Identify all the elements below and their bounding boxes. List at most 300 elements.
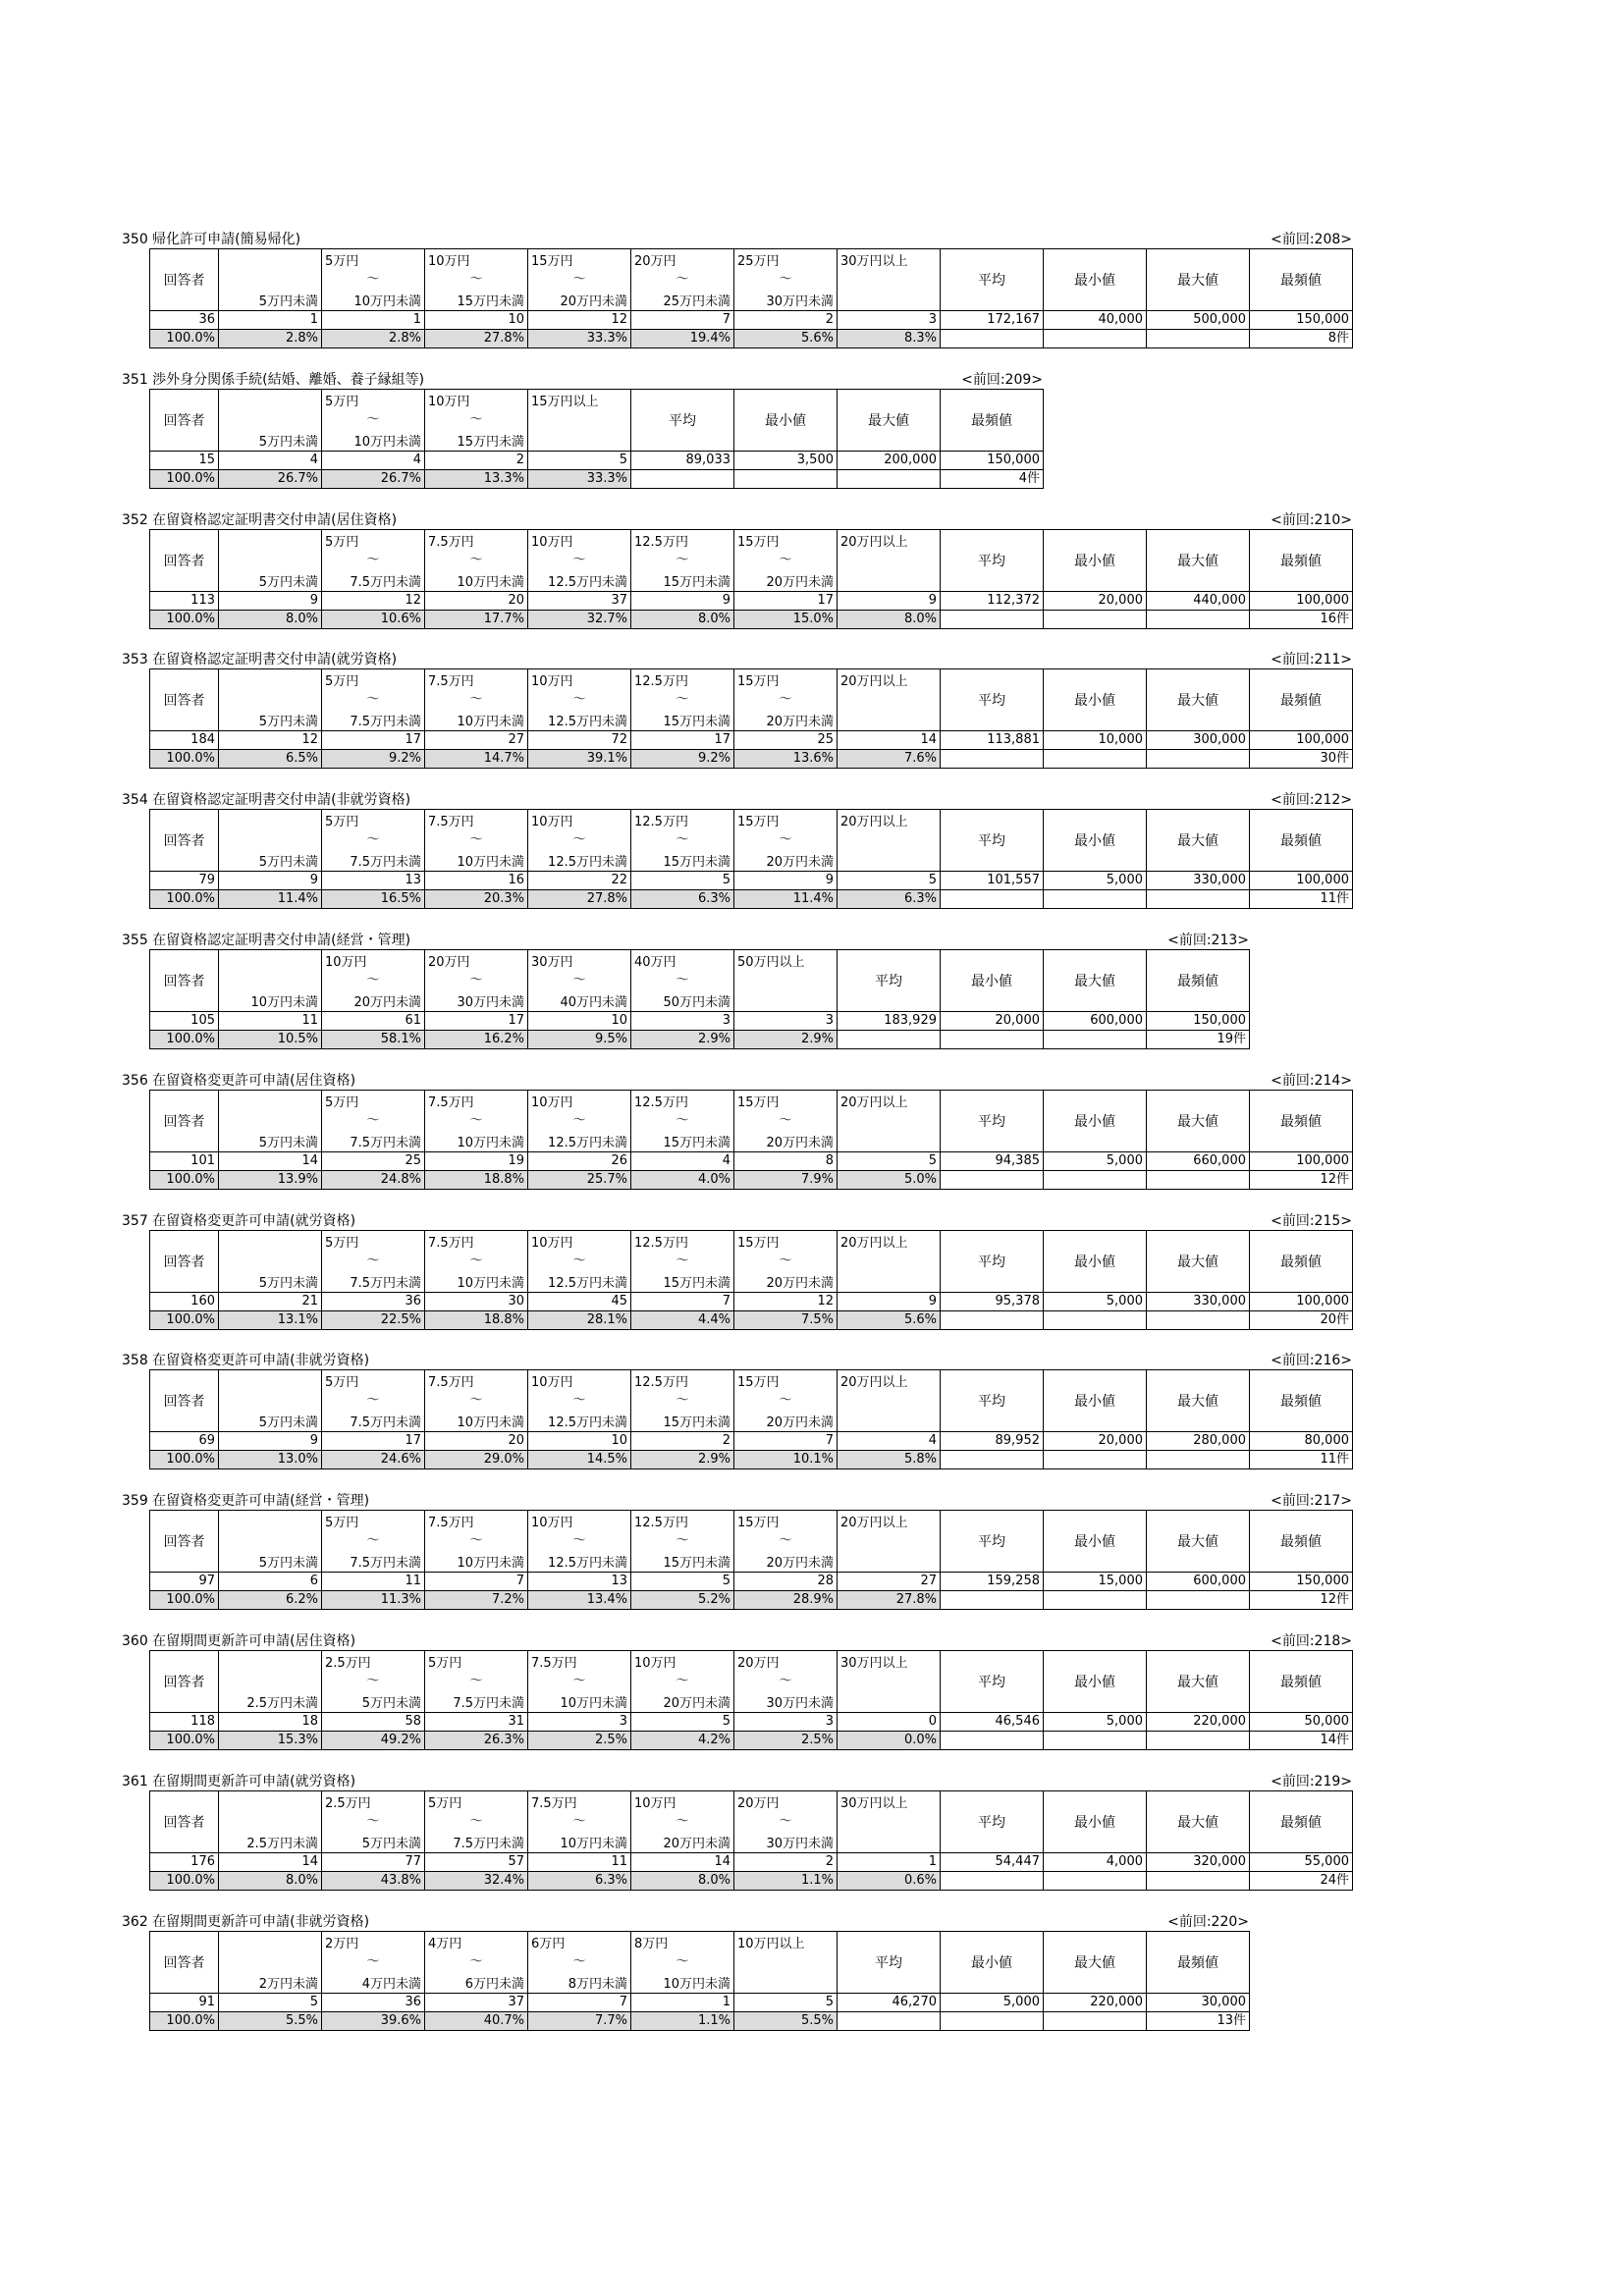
pct-cell: 2.5%: [734, 1731, 838, 1749]
max-header: 最大値: [1044, 949, 1147, 1011]
count-cell: 11: [528, 1852, 631, 1871]
total-pct: 100.0%: [150, 330, 219, 348]
pct-cell: 8.0%: [631, 1871, 734, 1890]
pct-cell: 27.8%: [528, 890, 631, 909]
count-cell: 14: [838, 731, 941, 750]
pct-cell: 16.2%: [425, 1030, 528, 1048]
count-cell: 36: [322, 1292, 425, 1310]
range-header: 5万円未満: [219, 1370, 322, 1432]
range-header: 12.5万円 〜 15万円未満: [631, 669, 734, 731]
min-value: 40,000: [1044, 311, 1147, 330]
price-table: [149, 1931, 1250, 2031]
min-value: 5,000: [1044, 1292, 1147, 1310]
price-table: [149, 529, 1353, 629]
blank-cell: [941, 1871, 1044, 1890]
count-cell: 12: [528, 311, 631, 330]
blank-cell: [941, 330, 1044, 348]
range-header: 10万円 〜 12.5万円未満: [528, 669, 631, 731]
previous-ref: <前回:210>: [1271, 511, 1352, 528]
section-title: 357 在留資格変更許可申請(就労資格): [122, 1212, 356, 1229]
range-header: 5万円 〜 7.5万円未満: [322, 529, 425, 591]
respondents-header: 回答者: [150, 949, 219, 1011]
mode-count: 14件: [1250, 1731, 1353, 1749]
mode-count: 16件: [1250, 610, 1353, 628]
mode-count: 4件: [941, 469, 1044, 488]
mode-header: 最頻値: [1250, 1370, 1353, 1432]
blank-cell: [1147, 330, 1250, 348]
section-header: [122, 232, 1359, 248]
pct-cell: 10.6%: [322, 610, 425, 628]
total-pct: 100.0%: [150, 1310, 219, 1329]
max-value: 660,000: [1147, 1151, 1250, 1170]
range-header: 7.5万円 〜 10万円未満: [425, 1511, 528, 1573]
count-cell: 16: [425, 872, 528, 890]
range-header: 5万円未満: [219, 249, 322, 311]
mode-value: 100,000: [1250, 1151, 1353, 1170]
count-cell: 14: [219, 1151, 322, 1170]
min-header: 最小値: [1044, 669, 1147, 731]
blank-cell: [1044, 610, 1147, 628]
range-header: 15万円 〜 20万円未満: [734, 529, 838, 591]
range-header: 15万円 〜 20万円未満: [734, 1090, 838, 1151]
count-cell: 5: [631, 1712, 734, 1731]
pct-cell: 58.1%: [322, 1030, 425, 1048]
pct-cell: 8.0%: [219, 1871, 322, 1890]
pct-cell: 11.3%: [322, 1591, 425, 1610]
report-sheet: [122, 232, 1359, 2054]
count-cell: 72: [528, 731, 631, 750]
total-pct: 100.0%: [150, 890, 219, 909]
range-header: 7.5万円 〜 10万円未満: [528, 1650, 631, 1712]
table-section: [122, 652, 1359, 769]
range-header: 5万円未満: [219, 389, 322, 451]
count-cell: 7: [425, 1573, 528, 1591]
respondents-header: 回答者: [150, 1090, 219, 1151]
pct-cell: 32.7%: [528, 610, 631, 628]
avg-header: 平均: [838, 949, 941, 1011]
pct-cell: 5.2%: [631, 1591, 734, 1610]
section-header: [122, 1493, 1359, 1510]
range-header: 20万円 〜 30万円未満: [425, 949, 528, 1011]
count-cell: 37: [528, 591, 631, 610]
blank-cell: [941, 750, 1044, 769]
range-header: 20万円以上: [838, 1090, 941, 1151]
max-header: 最大値: [1044, 1931, 1147, 1993]
mode-value: 50,000: [1250, 1712, 1353, 1731]
count-cell: 9: [219, 1432, 322, 1451]
respondents-header: 回答者: [150, 810, 219, 872]
count-cell: 3: [734, 1011, 838, 1030]
count-cell: 14: [219, 1852, 322, 1871]
blank-cell: [1044, 1310, 1147, 1329]
max-value: 600,000: [1044, 1011, 1147, 1030]
min-value: 5,000: [941, 1993, 1044, 2011]
pct-cell: 6.3%: [838, 890, 941, 909]
count-cell: 9: [631, 591, 734, 610]
table-section: [122, 1213, 1359, 1330]
range-header: 5万円 〜 10万円未満: [322, 249, 425, 311]
mode-header: 最頻値: [1250, 1511, 1353, 1573]
avg-header: 平均: [941, 1090, 1044, 1151]
min-value: 3,500: [734, 451, 838, 469]
pct-cell: 26.7%: [322, 469, 425, 488]
pct-cell: 20.3%: [425, 890, 528, 909]
count-cell: 19: [425, 1151, 528, 1170]
mode-value: 80,000: [1250, 1432, 1353, 1451]
pct-cell: 11.4%: [219, 890, 322, 909]
count-cell: 10: [425, 311, 528, 330]
table-section: [122, 1633, 1359, 1750]
blank-cell: [1147, 1591, 1250, 1610]
range-header: 40万円 〜 50万円未満: [631, 949, 734, 1011]
min-value: 4,000: [1044, 1852, 1147, 1871]
range-header: 7.5万円 〜 10万円未満: [425, 1230, 528, 1292]
count-cell: 5: [838, 1151, 941, 1170]
count-cell: 30: [425, 1292, 528, 1310]
max-value: 330,000: [1147, 1292, 1250, 1310]
range-header: 10万円 〜 12.5万円未満: [528, 1370, 631, 1432]
mode-header: 最頻値: [941, 389, 1044, 451]
range-header: 30万円以上: [838, 249, 941, 311]
min-value: 10,000: [1044, 731, 1147, 750]
range-header: 10万円 〜 12.5万円未満: [528, 529, 631, 591]
previous-ref: <前回:213>: [1167, 932, 1249, 948]
range-header: 50万円以上: [734, 949, 838, 1011]
count-cell: 27: [425, 731, 528, 750]
pct-cell: 27.8%: [425, 330, 528, 348]
price-table: [149, 1510, 1353, 1610]
pct-cell: 7.6%: [838, 750, 941, 769]
mode-value: 100,000: [1250, 872, 1353, 890]
pct-cell: 2.5%: [528, 1731, 631, 1749]
count-cell: 2: [425, 451, 528, 469]
range-header: 7.5万円 〜 10万円未満: [425, 1090, 528, 1151]
blank-cell: [941, 1731, 1044, 1749]
pct-cell: 8.0%: [838, 610, 941, 628]
previous-ref: <前回:208>: [1271, 232, 1352, 247]
pct-cell: 2.9%: [631, 1030, 734, 1048]
count-cell: 2: [734, 311, 838, 330]
section-title: 350 帰化許可申請(簡易帰化): [122, 232, 301, 247]
avg-header: 平均: [838, 1931, 941, 1993]
count-cell: 8: [734, 1151, 838, 1170]
range-header: 5万円未満: [219, 1511, 322, 1573]
count-cell: 77: [322, 1852, 425, 1871]
mode-value: 100,000: [1250, 731, 1353, 750]
total-pct: 100.0%: [150, 1030, 219, 1048]
section-header: [122, 1633, 1359, 1650]
respondents-header: 回答者: [150, 1650, 219, 1712]
pct-cell: 13.6%: [734, 750, 838, 769]
blank-cell: [1044, 1871, 1147, 1890]
mode-count: 24件: [1250, 1871, 1353, 1890]
count-cell: 5: [631, 872, 734, 890]
pct-cell: 4.0%: [631, 1170, 734, 1189]
pct-cell: 7.5%: [734, 1310, 838, 1329]
pct-cell: 13.9%: [219, 1170, 322, 1189]
mode-value: 55,000: [1250, 1852, 1353, 1871]
mode-count: 11件: [1250, 1451, 1353, 1469]
price-table: [149, 1230, 1353, 1330]
pct-cell: 13.1%: [219, 1310, 322, 1329]
blank-cell: [941, 1030, 1044, 1048]
blank-cell: [1147, 1310, 1250, 1329]
max-header: 最大値: [1147, 1370, 1250, 1432]
blank-cell: [1147, 610, 1250, 628]
count-cell: 4: [631, 1151, 734, 1170]
range-header: 15万円 〜 20万円未満: [734, 1370, 838, 1432]
avg-value: 101,557: [941, 872, 1044, 890]
count-cell: 7: [734, 1432, 838, 1451]
pct-cell: 1.1%: [734, 1871, 838, 1890]
avg-value: 183,929: [838, 1011, 941, 1030]
count-cell: 10: [528, 1432, 631, 1451]
blank-cell: [838, 1030, 941, 1048]
range-header: 10万円 〜 15万円未満: [425, 249, 528, 311]
pct-cell: 6.5%: [219, 750, 322, 769]
max-value: 200,000: [838, 451, 941, 469]
avg-value: 113,881: [941, 731, 1044, 750]
table-section: [122, 933, 1359, 1049]
pct-cell: 9.2%: [631, 750, 734, 769]
blank-cell: [1147, 890, 1250, 909]
avg-value: 94,385: [941, 1151, 1044, 1170]
range-header: 5万円未満: [219, 529, 322, 591]
range-header: 7.5万円 〜 10万円未満: [528, 1790, 631, 1852]
range-header: 5万円 〜 7.5万円未満: [322, 1230, 425, 1292]
max-header: 最大値: [838, 389, 941, 451]
pct-cell: 2.8%: [219, 330, 322, 348]
range-header: 15万円 〜 20万円未満: [528, 249, 631, 311]
range-header: 12.5万円 〜 15万円未満: [631, 1090, 734, 1151]
blank-cell: [941, 610, 1044, 628]
mode-value: 150,000: [1147, 1011, 1250, 1030]
max-value: 600,000: [1147, 1573, 1250, 1591]
count-cell: 11: [322, 1573, 425, 1591]
count-cell: 25: [322, 1151, 425, 1170]
blank-cell: [838, 469, 941, 488]
blank-cell: [1044, 1731, 1147, 1749]
respondents-header: 回答者: [150, 529, 219, 591]
min-header: 最小値: [1044, 1230, 1147, 1292]
blank-cell: [941, 1170, 1044, 1189]
previous-ref: <前回:218>: [1271, 1632, 1352, 1649]
range-header: 2万円 〜 4万円未満: [322, 1931, 425, 1993]
total-pct: 100.0%: [150, 1451, 219, 1469]
pct-cell: 14.5%: [528, 1451, 631, 1469]
count-cell: 25: [734, 731, 838, 750]
pct-cell: 33.3%: [528, 330, 631, 348]
previous-ref: <前回:220>: [1167, 1913, 1249, 1930]
count-cell: 13: [528, 1573, 631, 1591]
pct-cell: 43.8%: [322, 1871, 425, 1890]
pct-cell: 5.6%: [734, 330, 838, 348]
section-title: 355 在留資格認定証明書交付申請(経営・管理): [122, 932, 411, 948]
min-header: 最小値: [1044, 1650, 1147, 1712]
total-count: 79: [150, 872, 219, 890]
total-count: 101: [150, 1151, 219, 1170]
total-count: 176: [150, 1852, 219, 1871]
count-cell: 3: [734, 1712, 838, 1731]
max-value: 320,000: [1147, 1852, 1250, 1871]
mode-header: 最頻値: [1250, 529, 1353, 591]
pct-cell: 28.1%: [528, 1310, 631, 1329]
blank-cell: [1147, 1871, 1250, 1890]
count-cell: 2: [734, 1852, 838, 1871]
range-header: 5万円 〜 10万円未満: [322, 389, 425, 451]
max-header: 最大値: [1147, 1650, 1250, 1712]
pct-cell: 24.6%: [322, 1451, 425, 1469]
count-cell: 31: [425, 1712, 528, 1731]
count-cell: 17: [322, 731, 425, 750]
count-cell: 5: [838, 872, 941, 890]
count-cell: 1: [838, 1852, 941, 1871]
price-table: [149, 1790, 1353, 1891]
mode-value: 150,000: [941, 451, 1044, 469]
blank-cell: [1147, 1731, 1250, 1749]
previous-ref: <前回:219>: [1271, 1773, 1352, 1789]
range-header: 5万円 〜 7.5万円未満: [322, 1090, 425, 1151]
price-table: [149, 809, 1353, 909]
pct-cell: 49.2%: [322, 1731, 425, 1749]
range-header: 2万円未満: [219, 1931, 322, 1993]
range-header: 15万円 〜 20万円未満: [734, 1511, 838, 1573]
pct-cell: 11.4%: [734, 890, 838, 909]
min-value: 15,000: [1044, 1573, 1147, 1591]
pct-cell: 25.7%: [528, 1170, 631, 1189]
price-table: [149, 389, 1044, 489]
range-header: 12.5万円 〜 15万円未満: [631, 810, 734, 872]
section-title: 354 在留資格認定証明書交付申請(非就労資格): [122, 792, 411, 809]
range-header: 4万円 〜 6万円未満: [425, 1931, 528, 1993]
table-section: [122, 372, 1359, 489]
total-count: 160: [150, 1292, 219, 1310]
count-cell: 2: [631, 1432, 734, 1451]
range-header: 25万円 〜 30万円未満: [734, 249, 838, 311]
price-table: [149, 248, 1353, 348]
range-header: 12.5万円 〜 15万円未満: [631, 1511, 734, 1573]
section-header: [122, 1914, 1359, 1931]
mode-header: 最頻値: [1250, 1650, 1353, 1712]
avg-header: 平均: [941, 1370, 1044, 1432]
min-header: 最小値: [734, 389, 838, 451]
pct-cell: 2.9%: [734, 1030, 838, 1048]
blank-cell: [941, 1451, 1044, 1469]
avg-header: 平均: [631, 389, 734, 451]
range-header: 15万円 〜 20万円未満: [734, 669, 838, 731]
range-header: 20万円以上: [838, 529, 941, 591]
pct-cell: 40.7%: [425, 2011, 528, 2030]
avg-header: 平均: [941, 1511, 1044, 1573]
pct-cell: 8.3%: [838, 330, 941, 348]
count-cell: 57: [425, 1852, 528, 1871]
min-header: 最小値: [1044, 810, 1147, 872]
blank-cell: [1044, 890, 1147, 909]
count-cell: 0: [838, 1712, 941, 1731]
count-cell: 21: [219, 1292, 322, 1310]
count-cell: 37: [425, 1993, 528, 2011]
blank-cell: [941, 2011, 1044, 2030]
pct-cell: 6.3%: [631, 890, 734, 909]
range-header: 5万円未満: [219, 810, 322, 872]
range-header: 10万円 〜 12.5万円未満: [528, 1090, 631, 1151]
max-value: 330,000: [1147, 872, 1250, 890]
range-header: 10万円 〜 20万円未満: [631, 1650, 734, 1712]
total-count: 97: [150, 1573, 219, 1591]
count-cell: 9: [838, 591, 941, 610]
count-cell: 12: [734, 1292, 838, 1310]
pct-cell: 0.6%: [838, 1871, 941, 1890]
range-header: 10万円 〜 12.5万円未満: [528, 810, 631, 872]
total-pct: 100.0%: [150, 750, 219, 769]
range-header: 10万円以上: [734, 1931, 838, 1993]
avg-header: 平均: [941, 249, 1044, 311]
respondents-header: 回答者: [150, 1511, 219, 1573]
pct-cell: 8.0%: [219, 610, 322, 628]
total-pct: 100.0%: [150, 2011, 219, 2030]
min-value: 5,000: [1044, 872, 1147, 890]
count-cell: 18: [219, 1712, 322, 1731]
pct-cell: 17.7%: [425, 610, 528, 628]
range-header: 30万円 〜 40万円未満: [528, 949, 631, 1011]
range-header: 12.5万円 〜 15万円未満: [631, 1370, 734, 1432]
count-cell: 45: [528, 1292, 631, 1310]
min-value: 20,000: [1044, 1432, 1147, 1451]
count-cell: 61: [322, 1011, 425, 1030]
section-title: 361 在留期間更新許可申請(就労資格): [122, 1773, 356, 1789]
pct-cell: 7.9%: [734, 1170, 838, 1189]
avg-header: 平均: [941, 1650, 1044, 1712]
range-header: 7.5万円 〜 10万円未満: [425, 810, 528, 872]
range-header: 7.5万円 〜 10万円未満: [425, 669, 528, 731]
range-header: 10万円 〜 12.5万円未満: [528, 1230, 631, 1292]
mode-count: 11件: [1250, 890, 1353, 909]
mode-value: 150,000: [1250, 1573, 1353, 1591]
avg-value: 46,270: [838, 1993, 941, 2011]
range-header: 2.5万円未満: [219, 1650, 322, 1712]
max-header: 最大値: [1147, 1790, 1250, 1852]
count-cell: 1: [322, 311, 425, 330]
range-header: 12.5万円 〜 15万円未満: [631, 1230, 734, 1292]
pct-cell: 5.6%: [838, 1310, 941, 1329]
avg-value: 46,546: [941, 1712, 1044, 1731]
section-title: 356 在留資格変更許可申請(居住資格): [122, 1072, 356, 1089]
blank-cell: [1044, 750, 1147, 769]
pct-cell: 26.7%: [219, 469, 322, 488]
mode-value: 30,000: [1147, 1993, 1250, 2011]
avg-value: 112,372: [941, 591, 1044, 610]
pct-cell: 7.2%: [425, 1591, 528, 1610]
avg-value: 95,378: [941, 1292, 1044, 1310]
avg-header: 平均: [941, 529, 1044, 591]
mode-count: 20件: [1250, 1310, 1353, 1329]
count-cell: 14: [631, 1852, 734, 1871]
section-title: 353 在留資格認定証明書交付申請(就労資格): [122, 652, 398, 668]
blank-cell: [941, 890, 1044, 909]
pct-cell: 16.5%: [322, 890, 425, 909]
respondents-header: 回答者: [150, 669, 219, 731]
section-header: [122, 512, 1359, 529]
mode-count: 30件: [1250, 750, 1353, 769]
count-cell: 9: [734, 872, 838, 890]
pct-cell: 13.0%: [219, 1451, 322, 1469]
avg-value: 172,167: [941, 311, 1044, 330]
count-cell: 6: [219, 1573, 322, 1591]
pct-cell: 18.8%: [425, 1310, 528, 1329]
mode-value: 150,000: [1250, 311, 1353, 330]
count-cell: 5: [219, 1993, 322, 2011]
avg-header: 平均: [941, 1790, 1044, 1852]
